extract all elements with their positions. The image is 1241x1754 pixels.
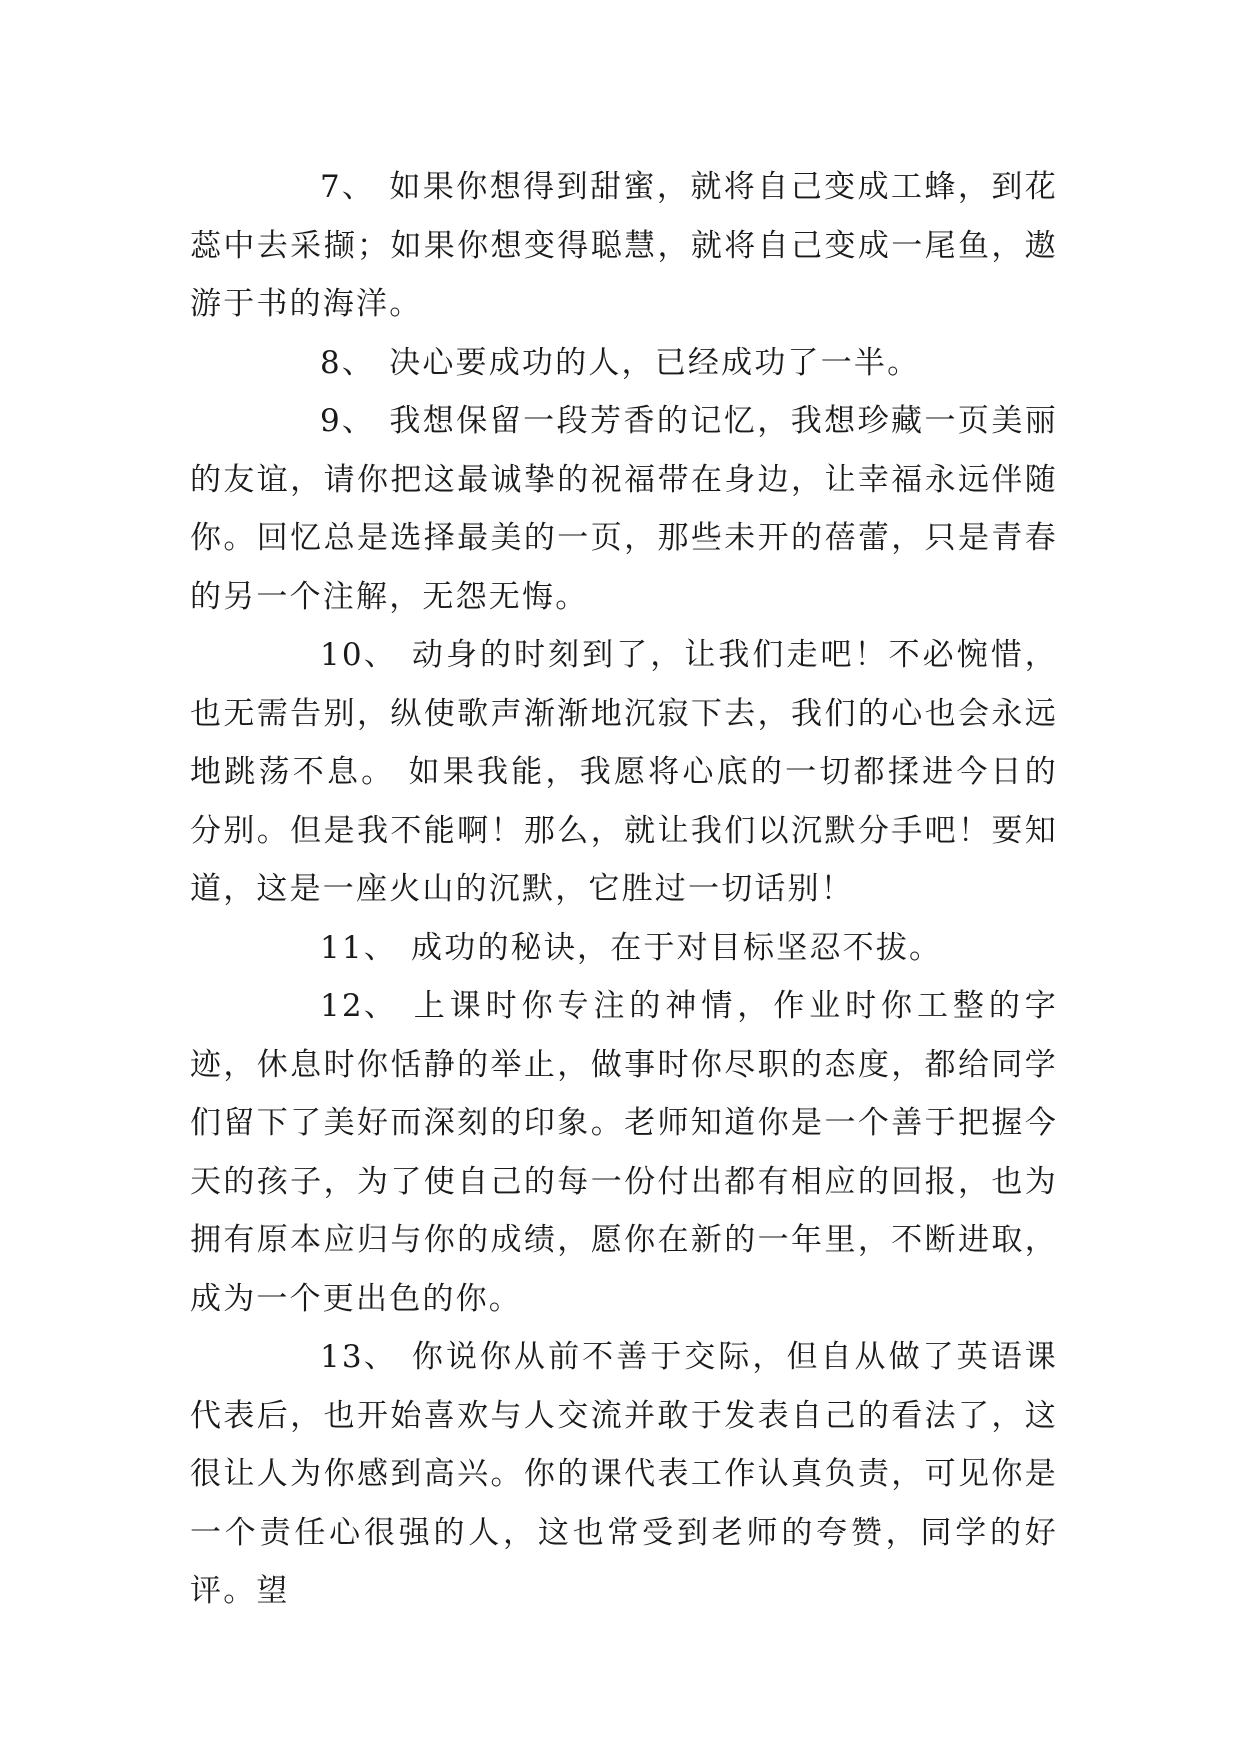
- paragraph-13: [190, 1328, 1058, 1621]
- paragraph-text: 上课时你专注的神情，作业时你工整的字迹，休息时你恬静的举止，做事时你尽职的态度，都给同学们留下了美好而深刻的印象。老师知道你是一个善于把握今天的孩子，为了使自己的每一份付出都有相应的回报，也为拥有原本应归与你的成绩，愿你在新的一年里，不断进取，成为一个更出色的你。: [190, 988, 1058, 1317]
- paragraph-10: [190, 626, 1058, 919]
- paragraph-text: 动身的时刻到了，让我们走吧！不必惋惜，也无需告别，纵使歌声渐渐地沉寂下去，我们的心也会永远地跳荡不息。 如果我能，我愿将心底的一切都揉进今日的分别。但是我不能啊！那么，就让我们以沉默分手吧！要知道，这是一座火山的沉默，它胜过一切话别！: [190, 637, 1058, 907]
- paragraph-number: 7、: [320, 169, 376, 205]
- paragraph-text: 成功的秘诀，在于对目标坚忍不拔。: [411, 929, 943, 966]
- paragraph-text: 如果你想得到甜蜜，就将自己变成工蜂，到花蕊中去采撷；如果你想变得聪慧，就将自己变成一尾鱼，遨游于书的海洋。: [190, 169, 1058, 322]
- paragraph-8: [190, 334, 1058, 393]
- paragraph-9: [190, 392, 1058, 626]
- paragraph-number: 12、: [320, 988, 398, 1024]
- paragraph-text: 决心要成功的人，已经成功了一半。: [389, 344, 921, 381]
- paragraph-12: [190, 977, 1058, 1328]
- paragraph-11: [190, 919, 1058, 978]
- paragraph-number: 11、: [320, 929, 398, 966]
- paragraph-7: [190, 158, 1058, 334]
- document-body: [190, 158, 1058, 1621]
- paragraph-number: 10、: [320, 637, 398, 673]
- paragraph-number: 13、: [320, 1339, 398, 1375]
- paragraph-number: 9、: [320, 403, 376, 439]
- paragraph-text: 我想保留一段芳香的记忆，我想珍藏一页美丽的友谊，请你把这最诚挚的祝福带在身边，让幸福永远伴随你。回忆总是选择最美的一页，那些未开的蓓蕾，只是青春的另一个注解，无怨无悔。: [190, 403, 1058, 615]
- paragraph-number: 8、: [320, 344, 376, 381]
- paragraph-text: 你说你从前不善于交际，但自从做了英语课代表后，也开始喜欢与人交流并敢于发表自己的看法了，这很让人为你感到高兴。你的课代表工作认真负责，可见你是一个责任心很强的人，这也常受到老师的夸赞，同学的好评。望: [190, 1339, 1058, 1609]
